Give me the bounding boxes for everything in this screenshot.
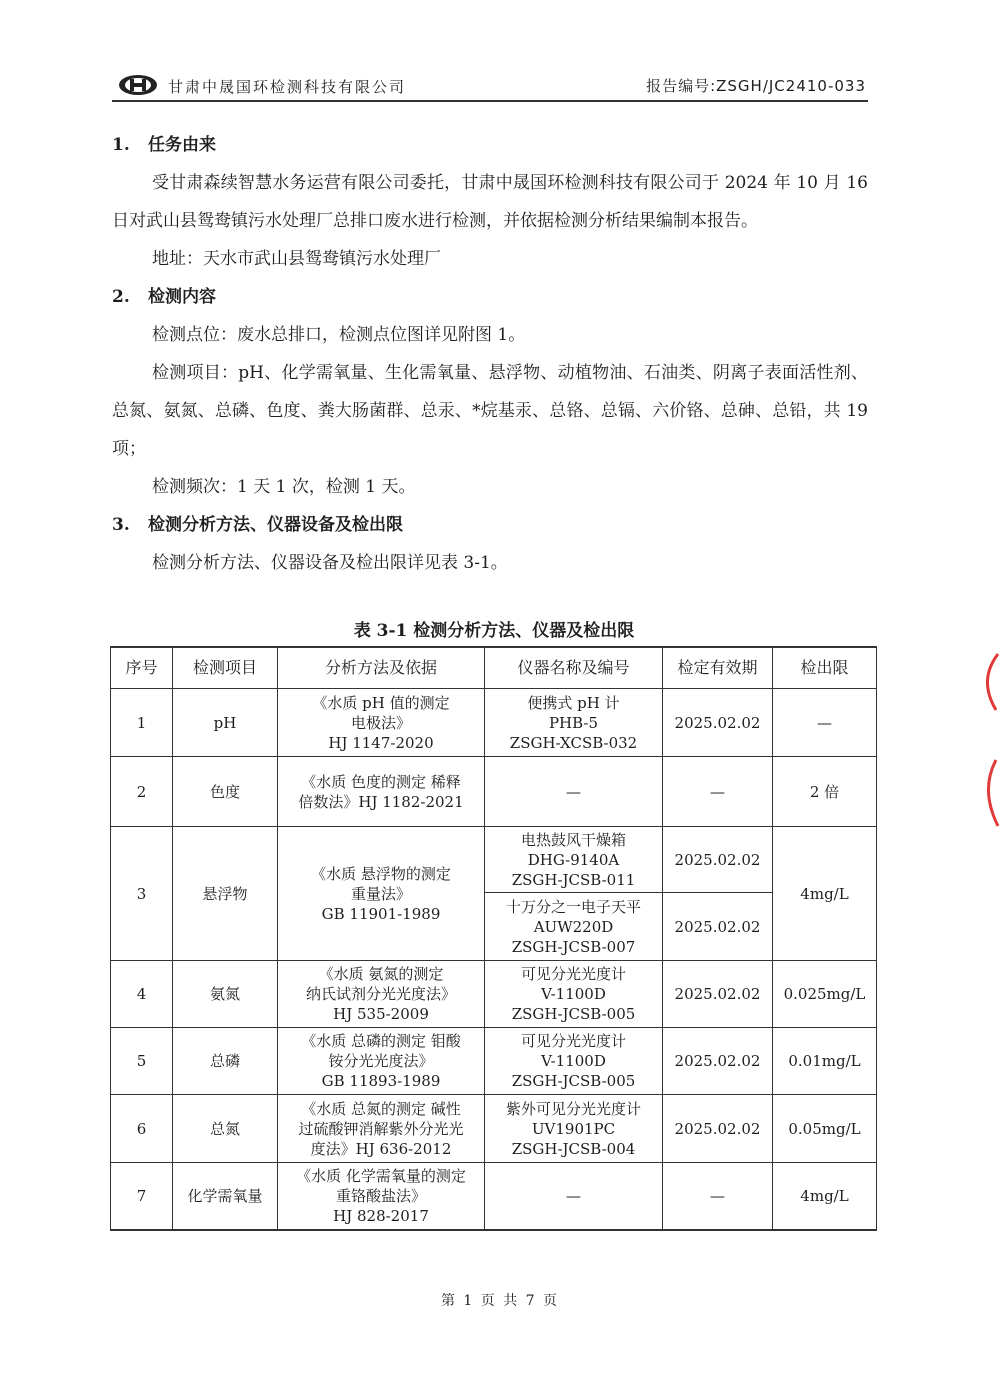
table-header-row xyxy=(111,647,877,689)
instrument-line: DHG-9140A xyxy=(527,850,620,869)
method-line: GB 11901-1989 xyxy=(321,904,441,923)
table-row xyxy=(111,961,877,1028)
cell-method xyxy=(278,961,485,1028)
cell-no: 2 xyxy=(111,757,173,827)
company-logo-icon xyxy=(118,74,158,96)
section-1-paragraph: 受甘肃森续智慧水务运营有限公司委托，甘肃中晟国环检测科技有限公司于 2024 年 10 月 16 日对武山县鸳鸯镇污水处理厂总排口废水进行检测，并依据检测分析结果编制本报告。 xyxy=(112,173,868,231)
instrument-line: V-1100D xyxy=(541,985,606,1003)
instrument-line: 紫外可见分光光度计 xyxy=(505,1099,641,1118)
cell-instrument: — xyxy=(485,757,663,827)
cell-instrument xyxy=(485,893,663,961)
instrument-line: ZSGH-XCSB-032 xyxy=(509,733,638,752)
cell-item: 色度 xyxy=(173,757,278,827)
cell-method xyxy=(278,827,485,961)
section-2-number: 2. xyxy=(112,287,130,307)
instrument-line: ZSGH-JCSB-005 xyxy=(511,1005,636,1023)
cell-valid: 2025.02.02 xyxy=(663,689,773,757)
cell-method xyxy=(278,757,485,827)
section-1-address: 地址：天水市武山县鸳鸯镇污水处理厂 xyxy=(152,249,441,269)
cell-item: 氨氮 xyxy=(173,961,278,1028)
section-2-point: 检测点位：废水总排口，检测点位图详见附图 1。 xyxy=(152,325,526,345)
cell-limit: 0.01mg/L xyxy=(773,1028,877,1095)
section-1-number: 1. xyxy=(112,135,130,155)
cell-valid: — xyxy=(663,1163,773,1230)
instrument-line: ZSGH-JCSB-004 xyxy=(511,1139,636,1158)
method-line: 铵分光光度法》 xyxy=(328,1052,434,1070)
header-no: 序号 xyxy=(111,647,173,689)
red-seal-fragment xyxy=(970,650,1000,830)
method-line: 《水质 色度的测定 稀释 xyxy=(301,772,461,791)
page-footer: 第 1 页 共 7 页 xyxy=(440,1293,560,1309)
cell-method xyxy=(278,1095,485,1163)
cell-method xyxy=(278,1028,485,1095)
instrument-line: UV1901PC xyxy=(531,1119,616,1138)
instrument-line: ZSGH-JCSB-011 xyxy=(511,870,636,889)
method-line: HJ 828-2017 xyxy=(333,1206,429,1225)
cell-item: 悬浮物 xyxy=(173,827,278,961)
cell-limit: 4mg/L xyxy=(773,827,877,961)
section-3-title: 检测分析方法、仪器设备及检出限 xyxy=(148,515,403,535)
method-line: 过硫酸钾消解紫外分光光 xyxy=(298,1119,464,1138)
cell-valid: 2025.02.02 xyxy=(663,961,773,1028)
method-line: 《水质 化学需氧量的测定 xyxy=(296,1166,466,1185)
instrument-line: ZSGH-JCSB-007 xyxy=(511,937,636,956)
instrument-line: 便携式 pH 计 xyxy=(527,693,620,712)
method-line: 《水质 总磷的测定 钼酸 xyxy=(301,1032,461,1050)
table-row xyxy=(111,689,877,757)
cell-valid: 2025.02.02 xyxy=(663,1095,773,1163)
report-number xyxy=(646,75,866,96)
cell-valid: 2025.02.02 xyxy=(663,893,773,961)
section-3-heading xyxy=(112,506,868,544)
cell-no: 3 xyxy=(111,827,173,961)
cell-no: 6 xyxy=(111,1095,173,1163)
method-line: 纳氏试剂分光光度法》 xyxy=(305,985,456,1003)
cell-limit: 2 倍 xyxy=(773,757,877,827)
cell-limit: 4mg/L xyxy=(773,1163,877,1230)
cell-instrument xyxy=(485,689,663,757)
cell-no: 4 xyxy=(111,961,173,1028)
cell-method xyxy=(278,689,485,757)
method-line: HJ 1147-2020 xyxy=(328,733,434,752)
company-name: 甘肃中晟国环检测科技有限公司 xyxy=(168,78,407,96)
cell-valid: 2025.02.02 xyxy=(663,1028,773,1095)
section-2-title: 检测内容 xyxy=(148,287,216,307)
cell-item: pH xyxy=(173,689,278,757)
instrument-line: 电热鼓风干燥箱 xyxy=(520,830,626,849)
instrument-line: AUW220D xyxy=(533,917,614,936)
cell-no: 7 xyxy=(111,1163,173,1230)
cell-valid: — xyxy=(663,757,773,827)
cell-instrument xyxy=(485,827,663,893)
cell-instrument xyxy=(485,1028,663,1095)
header-instrument: 仪器名称及编号 xyxy=(485,647,663,689)
header-limit: 检出限 xyxy=(773,647,877,689)
table-row xyxy=(111,1095,877,1163)
table-row xyxy=(111,1163,877,1230)
instrument-line: PHB-5 xyxy=(548,713,599,732)
cell-item: 总氮 xyxy=(173,1095,278,1163)
method-line: HJ 535-2009 xyxy=(333,1005,429,1023)
instrument-line: 可见分光光度计 xyxy=(520,965,626,983)
method-line: 重铬酸盐法》 xyxy=(335,1186,426,1205)
section-2-heading xyxy=(112,278,868,316)
method-line: 电极法》 xyxy=(350,713,411,732)
cell-no: 1 xyxy=(111,689,173,757)
method-line: 度法》HJ 636-2012 xyxy=(310,1139,452,1158)
header-method: 分析方法及依据 xyxy=(278,647,485,689)
report-body xyxy=(112,126,868,582)
cell-limit: — xyxy=(773,689,877,757)
method-line: 《水质 氨氮的测定 xyxy=(318,965,444,983)
table-row xyxy=(111,827,877,893)
section-1-title: 任务由来 xyxy=(148,135,216,155)
method-line: 倍数法》HJ 1182-2021 xyxy=(298,792,464,811)
report-number-label: 报告编号: xyxy=(646,77,717,95)
table-row xyxy=(111,757,877,827)
cell-item: 化学需氧量 xyxy=(173,1163,278,1230)
cell-method xyxy=(278,1163,485,1230)
cell-valid: 2025.02.02 xyxy=(663,827,773,893)
cell-limit: 0.05mg/L xyxy=(773,1095,877,1163)
cell-no: 5 xyxy=(111,1028,173,1095)
method-line: 《水质 总氮的测定 碱性 xyxy=(301,1099,461,1118)
table-caption: 表 3-1 检测分析方法、仪器及检出限 xyxy=(353,621,635,641)
section-2-frequency: 检测频次：1 天 1 次，检测 1 天。 xyxy=(152,477,416,497)
cell-item: 总磷 xyxy=(173,1028,278,1095)
instrument-line: V-1100D xyxy=(541,1052,606,1070)
table-row xyxy=(111,1028,877,1095)
method-line: 重量法》 xyxy=(350,884,411,903)
instrument-line: 可见分光光度计 xyxy=(520,1032,626,1050)
cell-instrument xyxy=(485,961,663,1028)
method-line: 《水质 悬浮物的测定 xyxy=(311,864,451,883)
page-header xyxy=(112,72,868,102)
section-1-heading xyxy=(112,126,868,164)
header-item: 检测项目 xyxy=(173,647,278,689)
report-number-value: ZSGH/JC2410-033 xyxy=(716,77,866,95)
instrument-line: ZSGH-JCSB-005 xyxy=(511,1072,636,1090)
method-line: GB 11893-1989 xyxy=(321,1072,441,1090)
instrument-line: 十万分之一电子天平 xyxy=(505,897,641,916)
cell-instrument xyxy=(485,1095,663,1163)
section-2-items: 检测项目：pH、化学需氧量、生化需氧量、悬浮物、动植物油、石油类、阴离子表面活性剂、总氮、氨氮、总磷、色度、粪大肠菌群、总汞、*烷基汞、总铬、总镉、六价铬、总砷、总铅，共 19 项； xyxy=(112,363,868,459)
cell-limit: 0.025mg/L xyxy=(773,961,877,1028)
method-line: 《水质 pH 值的测定 xyxy=(312,693,450,712)
method-table xyxy=(110,646,877,1231)
section-3-paragraph: 检测分析方法、仪器设备及检出限详见表 3-1。 xyxy=(152,553,508,573)
cell-instrument: — xyxy=(485,1163,663,1230)
header-validity: 检定有效期 xyxy=(663,647,773,689)
section-3-number: 3. xyxy=(112,515,130,535)
